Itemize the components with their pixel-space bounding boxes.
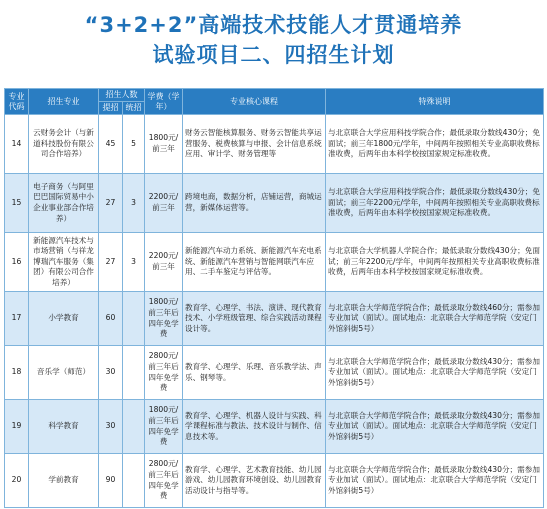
row-quota-unified bbox=[123, 454, 145, 508]
row-quota-early: 27 bbox=[99, 233, 123, 292]
row-courses: 新能源汽车动力系统、新能源汽车充电系统、新能源汽车营销与智能网联汽车应用、二手车鉴定与评估等。 bbox=[183, 233, 326, 292]
header-quota-unified: 统招 bbox=[123, 102, 145, 115]
row-code: 19 bbox=[5, 400, 29, 454]
table-row bbox=[5, 115, 544, 174]
row-fee: 2800元/前三年后四年免学费 bbox=[145, 454, 183, 508]
row-major: 电子商务（与阿里巴巴国际贸易中小企业事业部合作培养） bbox=[29, 174, 99, 233]
table-row bbox=[5, 454, 544, 508]
row-quota-unified bbox=[123, 346, 145, 400]
row-notes: 与北京联合大学师范学院合作；最低录取分数线460分；需参加专业加试（面试）。面试地点：北京联合大学师范学院（安定门外馆斜街5号） bbox=[326, 292, 544, 346]
row-fee: 2800元/前三年后四年免学费 bbox=[145, 346, 183, 400]
header-quota-early: 提招 bbox=[99, 102, 123, 115]
row-quota-early: 30 bbox=[99, 346, 123, 400]
row-fee: 1800元/前三年 bbox=[145, 115, 183, 174]
row-code: 16 bbox=[5, 233, 29, 292]
row-code: 20 bbox=[5, 454, 29, 508]
row-fee: 2200元/前三年 bbox=[145, 233, 183, 292]
row-courses: 教育学、心理学、机器人设计与实践、科学课程标准与教法、技术设计与制作、信息技术等。 bbox=[183, 400, 326, 454]
row-quota-early: 60 bbox=[99, 292, 123, 346]
row-notes: 与北京联合大学机器人学院合作；最低录取分数线430分；免面试；前三年2200元/学年，中间两年按照相关专业高职收费标准收费，后两年由本科学校按国家规定标准收费。 bbox=[326, 233, 544, 292]
page-subtitle: 试验项目二、四招生计划 bbox=[152, 43, 395, 67]
row-courses: 跨境电商，数据分析，店铺运营，商城运营，新媒体运营等。 bbox=[183, 174, 326, 233]
row-quota-early: 30 bbox=[99, 400, 123, 454]
row-major: 学前教育 bbox=[29, 454, 99, 508]
table-row bbox=[5, 233, 544, 292]
table-row bbox=[5, 400, 544, 454]
header-notes: 特殊说明 bbox=[326, 89, 544, 115]
row-code: 15 bbox=[5, 174, 29, 233]
row-fee: 1800元/前三年后四年免学费 bbox=[145, 292, 183, 346]
row-notes: 与北京联合大学师范学院合作；最低录取分数线430分；需参加专业加试（面试）。面试地点：北京联合大学师范学院（安定门外馆斜街5号） bbox=[326, 400, 544, 454]
page-title: “3+2+2”高端技术技能人才贯通培养 bbox=[84, 13, 463, 37]
header-courses: 专业核心课程 bbox=[183, 89, 326, 115]
enrollment-plan-table bbox=[4, 88, 544, 508]
title-block bbox=[0, 0, 547, 86]
row-courses: 教育学、心理学、乐理、音乐教学法、声乐、钢琴等。 bbox=[183, 346, 326, 400]
row-courses: 财务云智能核算服务、财务云智能共享运营服务、税费核算与申报、会计信息系统应用、审计学、财务管理等 bbox=[183, 115, 326, 174]
row-code: 18 bbox=[5, 346, 29, 400]
header-major: 招生专业 bbox=[29, 89, 99, 115]
row-notes: 与北京联合大学师范学院合作；最低录取分数线430分；需参加专业加试（面试）。面试地点：北京联合大学师范学院（安定门外馆斜街5号） bbox=[326, 454, 544, 508]
row-notes: 与北京联合大学师范学院合作；最低录取分数线430分；需参加专业加试（面试）。面试地点：北京联合大学师范学院（安定门外馆斜街5号） bbox=[326, 346, 544, 400]
row-courses: 教育学、心理学、艺术教育技能、幼儿园游戏、幼儿园教育环境创设、幼儿园教育活动设计与指导等。 bbox=[183, 454, 326, 508]
table-row bbox=[5, 346, 544, 400]
table-row bbox=[5, 292, 544, 346]
row-major: 音乐学（师范） bbox=[29, 346, 99, 400]
row-quota-unified bbox=[123, 292, 145, 346]
row-notes: 与北京联合大学应用科技学院合作；最低录取分数线430分；免面试；前三年2200元/学年，中间两年按照相关专业高职收费标准收费，后两年由本科学校按国家规定标准收费。 bbox=[326, 174, 544, 233]
header-code: 专业代码 bbox=[5, 89, 29, 115]
row-major: 云财务会计（与新道科技股份有限公司合作培养） bbox=[29, 115, 99, 174]
row-quota-early: 90 bbox=[99, 454, 123, 508]
row-code: 14 bbox=[5, 115, 29, 174]
header-fee: 学费（学年） bbox=[145, 89, 183, 115]
row-major: 科学教育 bbox=[29, 400, 99, 454]
row-quota-early: 45 bbox=[99, 115, 123, 174]
row-quota-unified: 3 bbox=[123, 233, 145, 292]
row-major: 新能源汽车技术与市场营销（与祥龙博瑞汽车服务（集团）有限公司合作培养） bbox=[29, 233, 99, 292]
row-fee: 2200元/前三年 bbox=[145, 174, 183, 233]
row-fee: 1800元/前三年后四年免学费 bbox=[145, 400, 183, 454]
row-code: 17 bbox=[5, 292, 29, 346]
row-quota-early: 27 bbox=[99, 174, 123, 233]
row-quota-unified bbox=[123, 400, 145, 454]
row-quota-unified: 3 bbox=[123, 174, 145, 233]
row-courses: 教育学、心理学、书法、演讲、现代教育技术、小学班级管理、综合实践活动课程设计等。 bbox=[183, 292, 326, 346]
row-quota-unified: 5 bbox=[123, 115, 145, 174]
table-row bbox=[5, 174, 544, 233]
header-quota: 招生人数 bbox=[99, 89, 145, 102]
row-major: 小学教育 bbox=[29, 292, 99, 346]
row-notes: 与北京联合大学应用科技学院合作；最低录取分数线430分；免面试；前三年1800元/学年，中间两年按照相关专业高职收费标准收费，后两年由本科学校按国家规定标准收费。 bbox=[326, 115, 544, 174]
